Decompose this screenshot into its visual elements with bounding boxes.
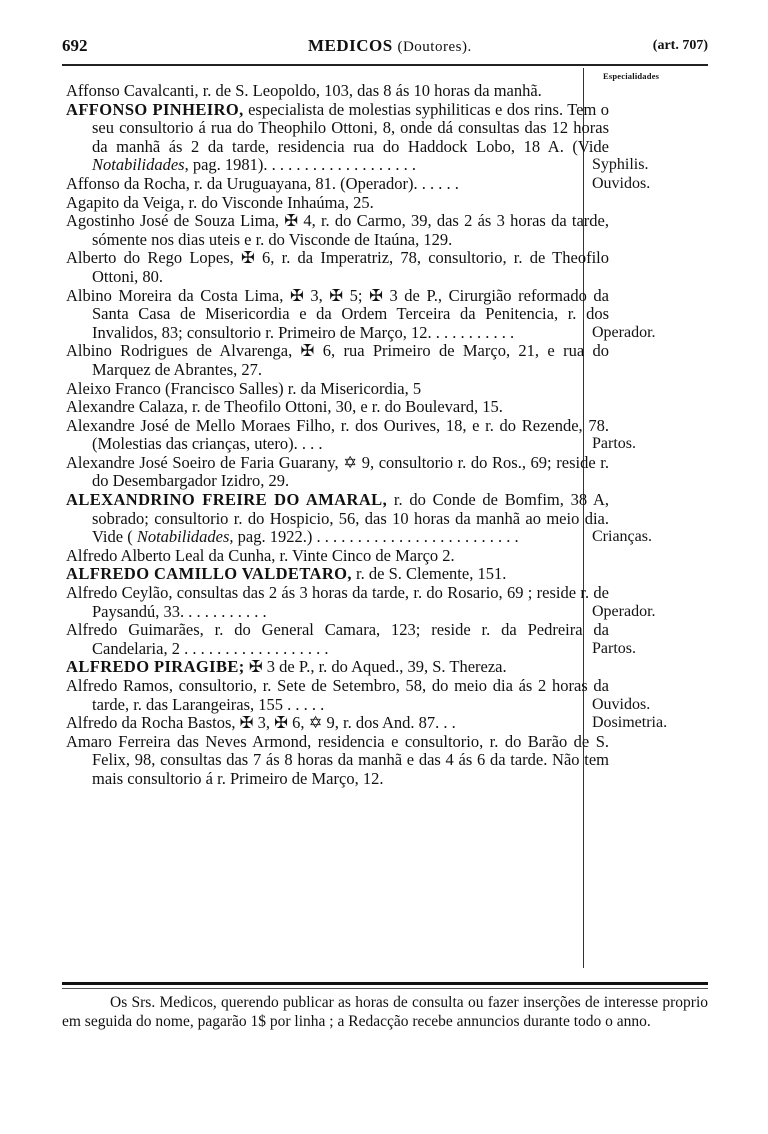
entry-name: ALEXANDRINO FREIRE DO AMARAL, (66, 490, 388, 510)
directory-entry (66, 490, 652, 547)
directory-entry (66, 454, 609, 491)
entry-specialty: Partos. (592, 435, 636, 453)
directory-entry (66, 82, 609, 101)
directory-entry (66, 212, 609, 249)
directory-entry (66, 194, 609, 213)
entry-reference: Notabilidades, (136, 527, 234, 547)
entry-specialty: Syphilis. (592, 156, 649, 174)
footer-note: Os Srs. Medicos, querendo publicar as horas de consulta ou fazer inserções de interesse proprio em seguida do nome, pagarão 1$ por linha ; a Redacção recebe annuncios durante todo o anno. (62, 994, 708, 1030)
entry-text: Alexandre Calaza, r. de Theofilo Ottoni, 30, e r. do Boulevard, 15. (66, 397, 503, 417)
directory-entry (66, 565, 609, 584)
entry-specialty: Dosimetria. (592, 714, 668, 732)
entry-text: Alfredo Ramos, consultorio, r. Sete de Setembro, 58, do meio dia ás 2 horas da tarde, r. das Larangeiras, 155 . . . . . (66, 676, 609, 714)
entry-text: Albino Moreira da Costa Lima, ✠ 3, ✠ 5; ✠ 3 de P., Cirurgião reformado da Santa Casa de Misericordia e da Ordem Terceira da Penitencia, r. dos Invalidos, 83; consultorio r. Primeiro de Março, 12. . . . . . . . . . . (66, 285, 609, 342)
directory-entry (66, 99, 649, 175)
directory-entry (66, 249, 609, 286)
entry-text: Alfredo Alberto Leal da Cunha, r. Vinte Cinco de Março 2. (66, 545, 455, 565)
directory-entry (66, 285, 656, 343)
entry-specialty: Operador. (592, 602, 656, 620)
entry-text: especialista de molestias syphiliticas e dos rins. Tem o seu consultorio á rua do Theophilo Ottoni, 8, onde dá consultas das 12 horas da manhã ás 2 da tarde, residencia rua do Haddock Lobo, 18 A. (Vide (92, 99, 610, 156)
entry-text: Alexandre José Soeiro de Faria Guarany, ✡ 9, consultorio r. do Ros., 69; reside r. do Desembargador Izidro, 29. (66, 452, 609, 491)
entry-text: Agostinho José de Souza Lima, ✠ 4, r. do Carmo, 39, das 2 ás 3 horas da tarde, sómente nos dias uteis e r. do Visconde de Itaúna, 129. (66, 211, 609, 249)
directory-entry (66, 415, 636, 454)
page-title (308, 36, 472, 56)
entry-name: AFFONSO PINHEIRO, (66, 99, 244, 119)
entry-text: Alfredo Ceylão, consultas das 2 ás 3 horas da tarde, r. do Rosario, 69 ; reside r. de Paysandú, 33. . . . . . . . . . . (66, 583, 609, 621)
directory-entry (66, 733, 609, 789)
entry-name: ALFREDO CAMILLO VALDETARO, (66, 564, 352, 584)
directory-entries (66, 82, 706, 789)
entry-text: Alfredo da Rocha Bastos, ✠ 3, ✠ 6, ✡ 9, r. dos And. 87. . . (66, 713, 456, 733)
directory-entry (66, 398, 609, 417)
entry-specialty: Ouvidos. (592, 695, 651, 713)
title-main: MEDICOS (308, 36, 393, 55)
entry-text: Aleixo Franco (Francisco Salles) r. da Misericordia, 5 (66, 378, 422, 398)
footer-rule-thick (62, 982, 708, 985)
entry-text: Affonso da Rocha, r. da Uruguayana, 81. (Operador). . . . . . (66, 173, 459, 193)
title-subtitle: (Doutores). (397, 39, 472, 55)
directory-entry (66, 547, 609, 566)
entry-text: Alexandre José de Mello Moraes Filho, r. dos Ourives, 18, e r. do Rezende, 78. (Molestias das crianças, utero). . . . (66, 415, 609, 454)
directory-entry (66, 713, 668, 733)
directory-entry (66, 380, 609, 399)
entry-reference: Notabilidades (92, 155, 185, 175)
entry-text: Affonso Cavalcanti, r. de S. Leopoldo, 103, das 8 ás 10 horas da manhã. (66, 81, 542, 100)
directory-entry (66, 676, 651, 714)
entry-text: r. do Conde de Bomfim, 38 A, sobrado; consultorio r. do Hospicio, 56, das 10 horas da manhã ao meio dia. Vide ( (92, 490, 610, 547)
entry-text: Agapito da Veiga, r. do Visconde Inhaúma, 25. (66, 192, 374, 212)
page-header (62, 36, 708, 62)
entry-text: Albino Rodrigues de Alvarenga, ✠ 6, rua Primeiro de Março, 21, e rua do Marquez de Abrantes, 27. (66, 341, 609, 379)
footer-rule-thin (62, 988, 708, 989)
directory-entry (66, 342, 609, 379)
entry-text: ✠ 3 de P., r. do Aqued., 39, S. Thereza. (248, 657, 507, 677)
entry-specialty: Ouvidos. (592, 174, 651, 192)
header-rule (62, 64, 708, 66)
directory-entry (66, 173, 651, 194)
entry-specialty: Crianças. (592, 528, 652, 546)
entry-text: Amaro Ferreira das Neves Armond, residencia e consultorio, r. do Barão de S. Felix, 98, consultas das 7 ás 8 horas da manhã e das 4 ás 6 da tarde. Não tem mais consultorio á r. Primeiro de Março, 12. (66, 731, 609, 788)
entry-text: r. de S. Clemente, 151. (356, 564, 507, 584)
entry-specialty: Operador. (592, 323, 656, 341)
entry-page-ref: , pag. 1981). . . . . . . . . . . . . . . . . . . (184, 155, 417, 175)
entry-name: ALFREDO PIRAGIBE; (66, 657, 245, 677)
specialties-heading: Especialidades (603, 71, 660, 81)
directory-entry (66, 620, 636, 658)
directory-entry (66, 583, 656, 621)
entry-specialty: Partos. (592, 639, 636, 657)
page-number: 692 (62, 36, 88, 55)
entry-text: Alberto do Rego Lopes, ✠ 6, r. da Imperatriz, 78, consultorio, r. de Theofilo Ottoni, 80. (66, 248, 609, 286)
directory-entry (66, 658, 609, 677)
article-number: (art. 707) (652, 38, 708, 53)
entry-text: Alfredo Guimarães, r. do General Camara, 123; reside r. da Pedreira da Candelaria, 2 . . . . . . . . . . . . . . . . . . (66, 620, 609, 658)
entry-page-ref: pag. 1922.) . . . . . . . . . . . . . . . . . . . . . . . . . (233, 527, 519, 547)
